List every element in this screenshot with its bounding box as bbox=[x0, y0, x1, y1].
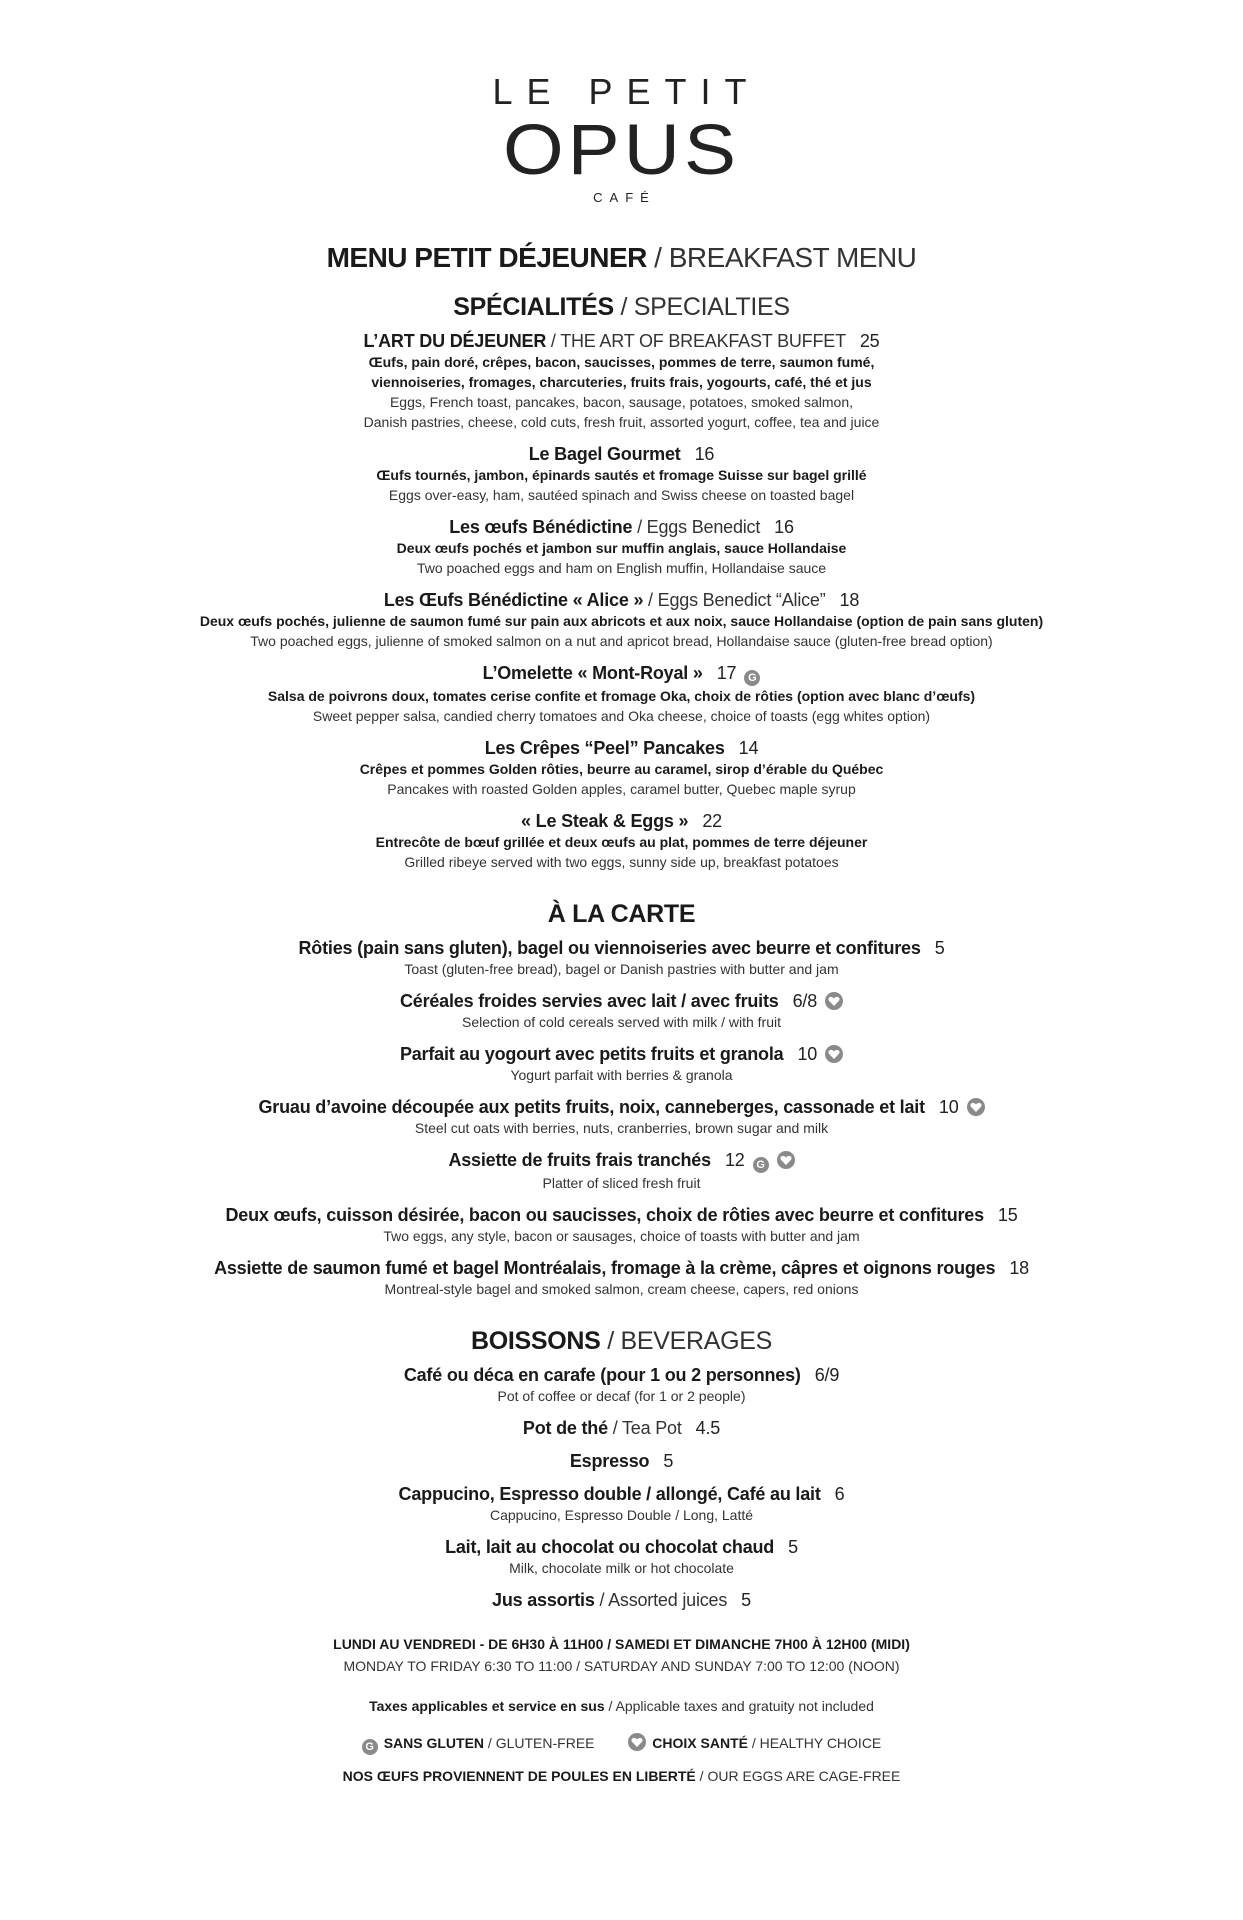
gluten-free-icon: G bbox=[753, 1157, 769, 1173]
item-price: 16 bbox=[694, 444, 715, 464]
healthy-choice-icon bbox=[825, 992, 843, 1010]
item-name bbox=[0, 1149, 1243, 1173]
menu-item-eggs-benedict-alice bbox=[0, 589, 1243, 651]
item-desc-en: Pot of coffee or decaf (for 1 or 2 people) bbox=[497, 1388, 746, 1404]
taxes-sep: / bbox=[604, 1698, 616, 1714]
eggs-fr: NOS ŒUFS PROVIENNENT DE POULES EN LIBERTÉ bbox=[342, 1768, 696, 1784]
item-name-fr: Assiette de fruits frais tranchés bbox=[448, 1150, 711, 1170]
item-price: 15 bbox=[997, 1205, 1018, 1225]
menu-item-cereals bbox=[0, 990, 1243, 1032]
item-name-fr: Espresso bbox=[569, 1451, 650, 1471]
item-desc-en: Sweet pepper salsa, candied cherry tomatoes and Oka cheese, choice of toasts (egg whites option) bbox=[312, 708, 931, 724]
item-desc-en: Platter of sliced fresh fruit bbox=[542, 1175, 701, 1191]
item-name-fr: Le Bagel Gourmet bbox=[528, 444, 681, 464]
item-name-fr: Les Crêpes “Peel” Pancakes bbox=[484, 738, 725, 758]
legend bbox=[0, 1731, 1243, 1755]
item-desc-en: Eggs over-easy, ham, sautéed spinach and Swiss cheese on toasted bagel bbox=[388, 487, 855, 503]
item-desc-fr: Salsa de poivrons doux, tomates cerise confite et fromage Oka, choix de rôties (option avec blanc d’œufs) bbox=[267, 688, 976, 704]
item-name bbox=[0, 443, 1243, 465]
item-name-fr: Gruau d’avoine découpée aux petits fruits, noix, canneberges, cassonade et lait bbox=[258, 1097, 925, 1117]
item-price: 6 bbox=[834, 1484, 845, 1504]
menu-item-art-du-dejeuner bbox=[0, 330, 1243, 432]
menu-item-fruit-platter bbox=[0, 1149, 1243, 1193]
title-en: BREAKFAST MENU bbox=[668, 242, 917, 273]
item-name-fr: Pot de thé bbox=[522, 1418, 608, 1438]
item-name-sep: / bbox=[607, 1418, 622, 1438]
menu-content bbox=[0, 240, 1243, 1787]
item-name bbox=[0, 1450, 1243, 1472]
gluten-free-icon: G bbox=[362, 1739, 378, 1755]
item-price: 10 bbox=[797, 1044, 818, 1064]
menu-item-oatmeal bbox=[0, 1096, 1243, 1138]
item-name-en: Eggs Benedict bbox=[646, 517, 761, 537]
item-name-fr: Jus assortis bbox=[492, 1590, 595, 1610]
item-price: 5 bbox=[741, 1590, 751, 1610]
item-name bbox=[0, 1043, 1243, 1065]
item-name-fr: Deux œufs, cuisson désirée, bacon ou saucisses, choix de rôties avec beurre et confitures bbox=[225, 1205, 984, 1225]
beverages-title-fr: BOISSONS bbox=[470, 1327, 601, 1355]
item-desc-en: Selection of cold cereals served with milk / with fruit bbox=[461, 1014, 781, 1030]
item-desc-en: Two poached eggs and ham on English muffin, Hollandaise sauce bbox=[416, 560, 827, 576]
item-name bbox=[0, 1483, 1243, 1505]
beverages-title-en: BEVERAGES bbox=[620, 1327, 773, 1355]
item-price: 16 bbox=[774, 517, 794, 537]
item-name-fr: Les œufs Bénédictine bbox=[449, 517, 633, 537]
legend-healthy-en: HEALTHY CHOICE bbox=[759, 1735, 882, 1751]
healthy-choice-icon bbox=[825, 1045, 843, 1063]
item-name-sep: / bbox=[594, 1590, 609, 1610]
item-price: 22 bbox=[702, 811, 722, 831]
specialties-title-en: SPECIALTIES bbox=[633, 293, 790, 321]
specialties-title-sep: / bbox=[613, 293, 634, 321]
menu-item-toast bbox=[0, 937, 1243, 979]
menu-item-eggs-benedict bbox=[0, 516, 1243, 578]
item-name-fr: Céréales froides servies avec lait / avec fruits bbox=[399, 991, 779, 1011]
item-price: 17 bbox=[716, 663, 737, 683]
item-desc-en: Grilled ribeye served with two eggs, sunny side up, breakfast potatoes bbox=[404, 854, 839, 870]
hours-en: MONDAY TO FRIDAY 6:30 TO 11:00 / SATURDAY AND SUNDAY 7:00 TO 12:00 (NOON) bbox=[343, 1658, 900, 1674]
logo-main-text: OPUS bbox=[502, 108, 741, 190]
menu-item-cappucino bbox=[0, 1483, 1243, 1525]
item-desc-en: Montreal-style bagel and smoked salmon, cream cheese, capers, red onions bbox=[384, 1281, 859, 1297]
beverages-title bbox=[0, 1326, 1243, 1356]
item-name bbox=[0, 990, 1243, 1012]
item-price: 10 bbox=[938, 1097, 959, 1117]
item-price: 6/9 bbox=[814, 1365, 840, 1385]
menu-item-milk bbox=[0, 1536, 1243, 1578]
item-name-fr: L’Omelette « Mont-Royal » bbox=[482, 663, 703, 683]
legend-gluten-en: GLUTEN-FREE bbox=[495, 1735, 595, 1751]
item-desc-fr: Deux œufs pochés, julienne de saumon fumé sur pain aux abricots et aux noix, sauce Hollandaise (option de pain sans gluten) bbox=[199, 613, 1044, 629]
item-desc-en: Pancakes with roasted Golden apples, caramel butter, Quebec maple syrup bbox=[387, 781, 856, 797]
item-desc-en: Danish pastries, cheese, cold cuts, fresh fruit, assorted yogurt, coffee, tea and juice bbox=[363, 414, 880, 430]
alacarte-title-text: À LA CARTE bbox=[547, 900, 696, 928]
logo-top-text: LE PETIT bbox=[492, 71, 761, 112]
menu-item-two-eggs bbox=[0, 1204, 1243, 1246]
logo-bottom-text: CAFÉ bbox=[593, 190, 656, 205]
item-name bbox=[0, 662, 1243, 686]
item-name bbox=[0, 1536, 1243, 1558]
item-price: 12 bbox=[724, 1150, 745, 1170]
item-desc-fr: Entrecôte de bœuf grillée et deux œufs au plat, pommes de terre déjeuner bbox=[375, 834, 868, 850]
item-price: 5 bbox=[788, 1537, 798, 1557]
taxes-fr: Taxes applicables et service en sus bbox=[369, 1698, 605, 1714]
eggs-note bbox=[0, 1765, 1243, 1787]
menu-item-bagel-gourmet bbox=[0, 443, 1243, 505]
taxes-en: Applicable taxes and gratuity not included bbox=[615, 1698, 874, 1714]
item-name bbox=[0, 589, 1243, 611]
item-name bbox=[0, 516, 1243, 538]
item-name-fr: Cappucino, Espresso double / allongé, Café au lait bbox=[398, 1484, 821, 1504]
item-name bbox=[0, 330, 1243, 352]
item-name-fr: Les Œufs Bénédictine « Alice » bbox=[383, 590, 644, 610]
menu-item-coffee-pot bbox=[0, 1364, 1243, 1406]
menu-item-tea-pot bbox=[0, 1417, 1243, 1439]
taxes-note bbox=[0, 1695, 1243, 1717]
item-price: 6/8 bbox=[792, 991, 818, 1011]
eggs-en: OUR EGGS ARE CAGE-FREE bbox=[707, 1768, 901, 1784]
item-name-fr: Parfait au yogourt avec petits fruits et granola bbox=[399, 1044, 784, 1064]
item-price: 5 bbox=[663, 1451, 674, 1471]
hours-fr: LUNDI AU VENDREDI - DE 6H30 À 11H00 / SAMEDI ET DIMANCHE 7H00 À 12H00 (MIDI) bbox=[333, 1636, 910, 1652]
item-name-sep: / bbox=[643, 590, 658, 610]
alacarte-title bbox=[0, 899, 1243, 929]
item-desc-fr: Deux œufs pochés et jambon sur muffin anglais, sauce Hollandaise bbox=[396, 540, 847, 556]
menu-item-omelette-mont-royal bbox=[0, 662, 1243, 726]
eggs-sep: / bbox=[695, 1768, 708, 1784]
healthy-choice-icon bbox=[967, 1098, 985, 1116]
item-desc-en: Toast (gluten-free bread), bagel or Danish pastries with butter and jam bbox=[404, 961, 839, 977]
item-desc-fr: viennoiseries, fromages, charcuteries, fruits frais, yogourts, café, thé et jus bbox=[371, 374, 872, 390]
beverages-title-sep: / bbox=[600, 1327, 621, 1355]
item-name bbox=[0, 810, 1243, 832]
item-name-fr: « Le Steak & Eggs » bbox=[521, 811, 689, 831]
legend-gluten-fr: SANS GLUTEN bbox=[383, 1735, 485, 1751]
item-desc-en: Eggs, French toast, pancakes, bacon, sausage, potatoes, smoked salmon, bbox=[389, 394, 854, 410]
item-desc-fr: Œufs tournés, jambon, épinards sautés et fromage Suisse sur bagel grillé bbox=[376, 467, 867, 483]
item-desc-en: Steel cut oats with berries, nuts, cranberries, brown sugar and milk bbox=[414, 1120, 829, 1136]
item-price: 4.5 bbox=[695, 1418, 721, 1438]
menu-item-espresso bbox=[0, 1450, 1243, 1472]
item-price: 25 bbox=[859, 331, 880, 351]
healthy-choice-icon bbox=[628, 1733, 646, 1751]
item-name bbox=[0, 937, 1243, 959]
legend-healthy-sep: / bbox=[747, 1735, 760, 1751]
specialties-title-fr: SPÉCIALITÉS bbox=[453, 293, 614, 321]
item-desc-fr: Crêpes et pommes Golden rôties, beurre au caramel, sirop d’érable du Québec bbox=[359, 761, 884, 777]
item-name bbox=[0, 1589, 1243, 1611]
page-title bbox=[0, 240, 1243, 276]
item-name bbox=[0, 1096, 1243, 1118]
item-desc-en: Two eggs, any style, bacon or sausages, choice of toasts with butter and jam bbox=[383, 1228, 860, 1244]
item-name-fr: Assiette de saumon fumé et bagel Montréalais, fromage à la crème, câpres et oignons rouges bbox=[214, 1258, 996, 1278]
item-desc-en: Two poached eggs, julienne of smoked salmon on a nut and apricot bread, Hollandaise sauce (gluten-free bread option) bbox=[250, 633, 993, 649]
menu-item-crepes-peel bbox=[0, 737, 1243, 799]
item-name-en: Eggs Benedict “Alice” bbox=[657, 590, 826, 610]
legend-healthy-fr: CHOIX SANTÉ bbox=[652, 1735, 748, 1751]
healthy-choice-icon bbox=[777, 1151, 795, 1169]
item-price: 14 bbox=[738, 738, 759, 758]
legend-gluten-sep: / bbox=[484, 1735, 496, 1751]
item-price: 18 bbox=[1009, 1258, 1029, 1278]
item-name bbox=[0, 737, 1243, 759]
title-fr: MENU PETIT DÉJEUNER bbox=[326, 242, 647, 273]
item-name bbox=[0, 1364, 1243, 1386]
menu-item-steak-eggs bbox=[0, 810, 1243, 872]
item-name-en: THE ART OF BREAKFAST BUFFET bbox=[560, 331, 846, 351]
item-name-fr: Café ou déca en carafe (pour 1 ou 2 personnes) bbox=[403, 1365, 801, 1385]
item-desc-en: Yogurt parfait with berries & granola bbox=[510, 1067, 733, 1083]
item-price: 18 bbox=[839, 590, 860, 610]
logo bbox=[0, 72, 1243, 205]
item-name-sep: / bbox=[632, 517, 647, 537]
item-desc-fr: Œufs, pain doré, crêpes, bacon, saucisses, pommes de terre, saumon fumé, bbox=[368, 354, 875, 370]
item-name bbox=[0, 1417, 1243, 1439]
item-desc-en: Cappucino, Espresso Double / Long, Latté bbox=[489, 1507, 754, 1523]
menu-item-salmon-bagel bbox=[0, 1257, 1243, 1299]
item-name-fr: Lait, lait au chocolat ou chocolat chaud bbox=[445, 1537, 775, 1557]
item-name-fr: L’ART DU DÉJEUNER bbox=[363, 331, 547, 351]
menu-item-juices bbox=[0, 1589, 1243, 1611]
footer bbox=[0, 1633, 1243, 1787]
item-desc-en: Milk, chocolate milk or hot chocolate bbox=[509, 1560, 734, 1576]
item-name bbox=[0, 1257, 1243, 1279]
title-sep: / bbox=[646, 242, 669, 273]
item-name bbox=[0, 1204, 1243, 1226]
menu-item-yogurt-parfait bbox=[0, 1043, 1243, 1085]
item-name-fr: Rôties (pain sans gluten), bagel ou viennoiseries avec beurre et confitures bbox=[298, 938, 921, 958]
specialties-title bbox=[0, 292, 1243, 322]
gluten-free-icon: G bbox=[744, 670, 760, 686]
item-price: 5 bbox=[934, 938, 945, 958]
item-name-en: Tea Pot bbox=[622, 1418, 682, 1438]
item-name-en: Assorted juices bbox=[608, 1590, 728, 1610]
item-name-sep: / bbox=[546, 331, 561, 351]
